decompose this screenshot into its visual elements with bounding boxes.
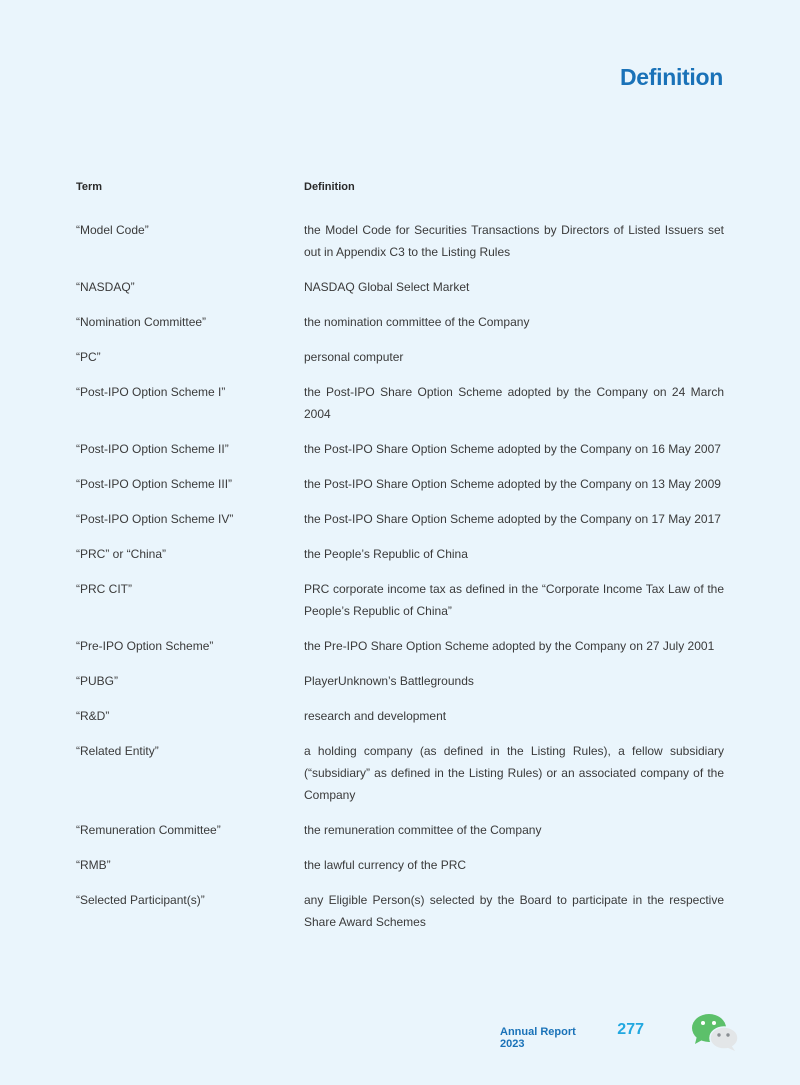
term-cell: “Pre-IPO Option Scheme” bbox=[76, 639, 214, 653]
definition-cell: the People’s Republic of China bbox=[304, 547, 468, 561]
definition-row bbox=[76, 473, 724, 495]
definition-cell: the Post-IPO Share Option Scheme adopted by the Company on 13 May 2009 bbox=[304, 477, 721, 491]
definition-row bbox=[76, 740, 724, 806]
wechat-back-bubble bbox=[710, 1027, 738, 1049]
definition-cell: PlayerUnknown’s Battlegrounds bbox=[304, 674, 474, 688]
definition-row bbox=[76, 276, 724, 298]
definition-row bbox=[76, 889, 724, 933]
term-cell: “Post-IPO Option Scheme III” bbox=[76, 477, 233, 491]
definition-cell: the nomination committee of the Company bbox=[304, 315, 530, 329]
definition-cell: any Eligible Person(s) selected by the Board to participate in the respective Share Award Schemes bbox=[304, 893, 724, 929]
definition-row bbox=[76, 670, 724, 692]
definition-row bbox=[76, 705, 724, 727]
term-cell: “NASDAQ” bbox=[76, 280, 135, 294]
definition-cell: NASDAQ Global Select Market bbox=[304, 280, 470, 294]
term-cell: “R&D” bbox=[76, 709, 110, 723]
definition-column-header: Definition bbox=[304, 181, 355, 193]
term-cell: “Related Entity” bbox=[76, 744, 159, 758]
term-cell: “PUBG” bbox=[76, 674, 118, 688]
definition-cell: the Model Code for Securities Transactions by Directors of Listed Issuers set out in Appendix C3 to the Listing Rules bbox=[304, 223, 724, 259]
term-cell: “PC” bbox=[76, 350, 101, 364]
definition-cell: research and development bbox=[304, 709, 447, 723]
definition-row bbox=[76, 219, 724, 263]
term-cell: “Selected Participant(s)” bbox=[76, 893, 205, 907]
term-cell: “Nomination Committee” bbox=[76, 315, 207, 329]
definition-row bbox=[76, 508, 724, 530]
term-cell: “RMB” bbox=[76, 858, 111, 872]
definition-row bbox=[76, 311, 724, 333]
definition-row bbox=[76, 635, 724, 657]
page-number: 277 bbox=[617, 1021, 644, 1038]
term-column-header: Term bbox=[76, 181, 103, 193]
term-cell: “Remuneration Committee” bbox=[76, 823, 221, 837]
term-cell: “PRC” or “China” bbox=[76, 547, 167, 561]
term-cell: “Post-IPO Option Scheme II” bbox=[76, 442, 229, 456]
definition-cell: the lawful currency of the PRC bbox=[304, 858, 467, 872]
table-header bbox=[76, 181, 724, 193]
definition-row bbox=[76, 854, 724, 876]
definition-cell: the Post-IPO Share Option Scheme adopted by the Company on 16 May 2007 bbox=[304, 442, 721, 456]
definition-row bbox=[76, 543, 724, 565]
wechat-logo-icon bbox=[690, 1012, 740, 1052]
term-cell: “Model Code” bbox=[76, 223, 149, 237]
term-cell: “PRC CIT” bbox=[76, 582, 132, 596]
definition-cell: PRC corporate income tax as defined in the “Corporate Income Tax Law of the People’s Republic of China” bbox=[304, 582, 724, 618]
page-title: Definition bbox=[619, 64, 723, 90]
definition-cell: the remuneration committee of the Company bbox=[304, 823, 542, 837]
term-cell: “Post-IPO Option Scheme I” bbox=[76, 385, 226, 399]
definition-row bbox=[76, 438, 724, 460]
report-label: Annual Report 2023 bbox=[500, 1026, 576, 1050]
definition-row bbox=[76, 578, 724, 622]
definitions-list bbox=[76, 219, 724, 933]
page-footer bbox=[500, 1012, 740, 1052]
definition-cell: the Pre-IPO Share Option Scheme adopted by the Company on 27 July 2001 bbox=[304, 639, 715, 653]
definition-cell: a holding company (as defined in the Listing Rules), a fellow subsidiary (“subsidiary” as defined in the Listing Rules) or an associated company of the Company bbox=[304, 744, 724, 802]
definition-cell: the Post-IPO Share Option Scheme adopted by the Company on 17 May 2017 bbox=[304, 512, 721, 526]
definition-cell: the Post-IPO Share Option Scheme adopted by the Company on 24 March 2004 bbox=[304, 385, 724, 421]
definition-row bbox=[76, 381, 724, 425]
definition-row bbox=[76, 819, 724, 841]
term-cell: “Post-IPO Option Scheme IV” bbox=[76, 512, 234, 526]
definition-row bbox=[76, 346, 724, 368]
definition-cell: personal computer bbox=[304, 350, 404, 364]
